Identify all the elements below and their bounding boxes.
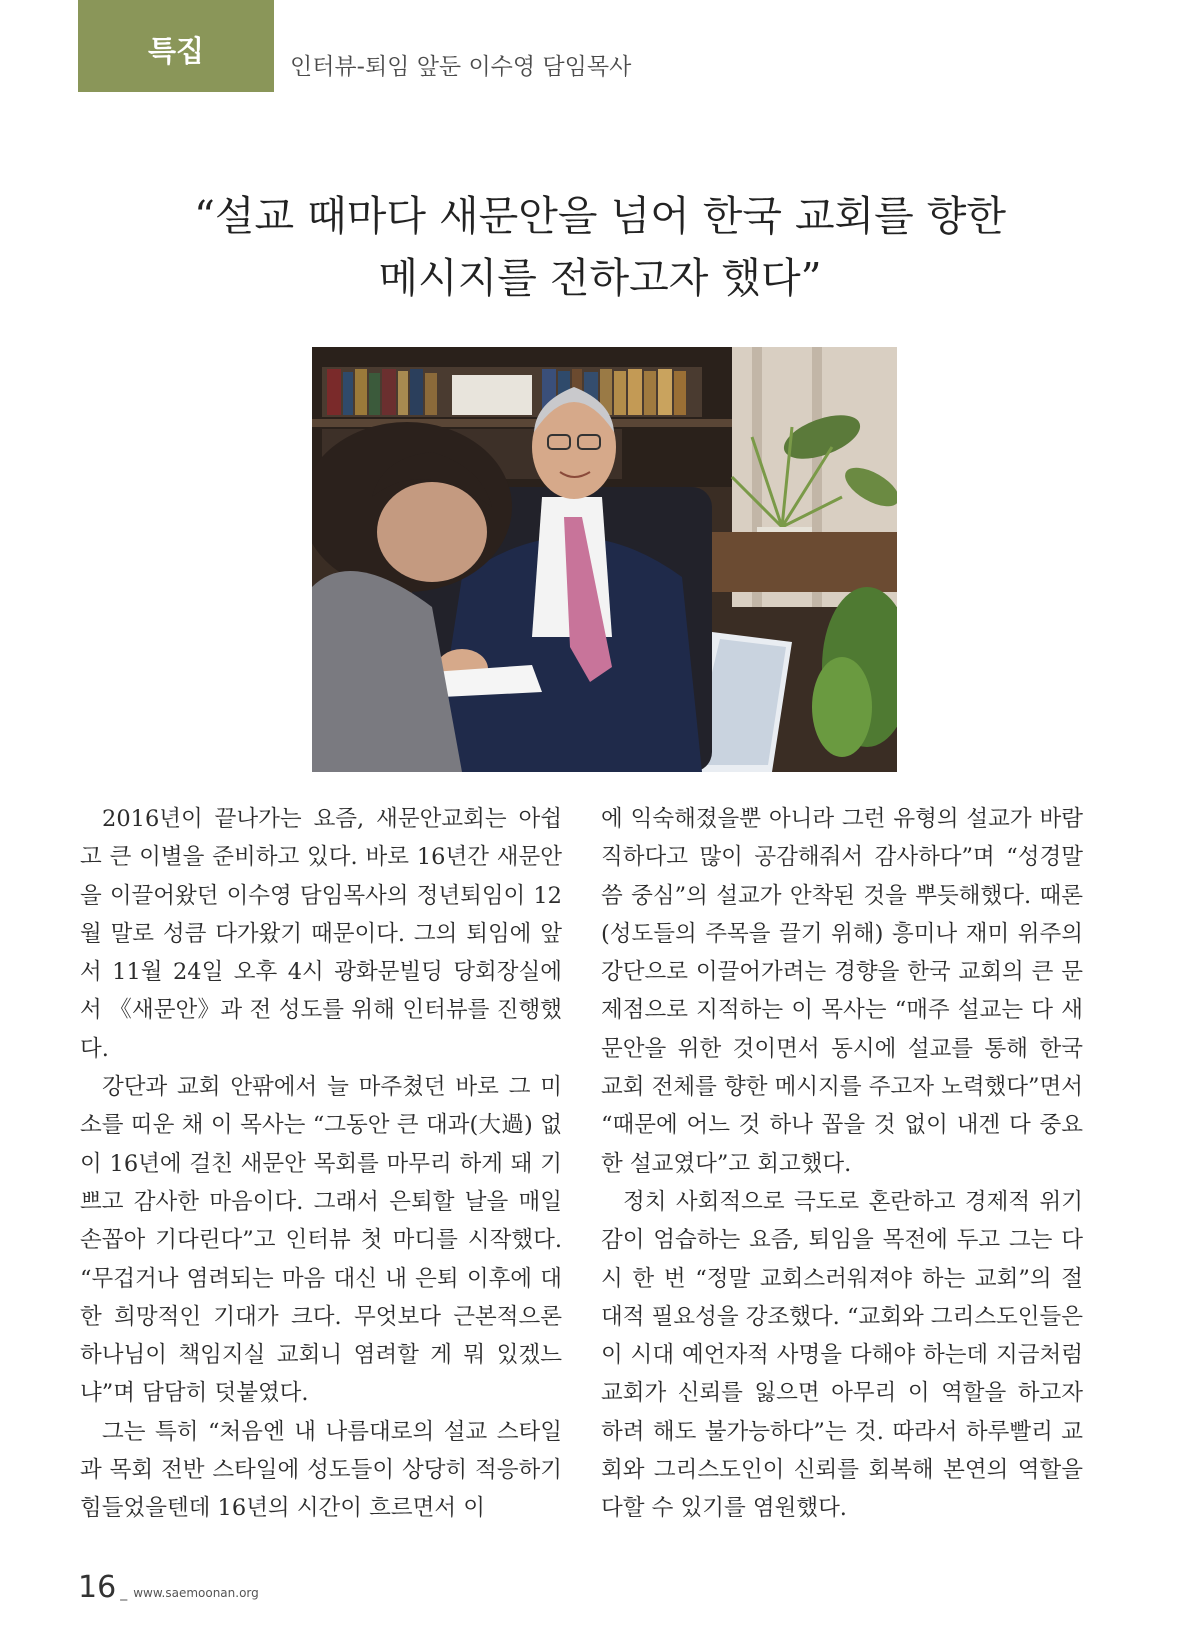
interview-photo [312, 347, 897, 772]
paragraph: 강단과 교회 안팎에서 늘 마주쳤던 바로 그 미소를 띠운 채 이 목사는 “그동안 큰 대과(大過) 없이 16년에 걸친 새문안 목회를 마무리 하게 돼 기쁘고 감사한 마음이다. 그래서 은퇴할 날을 매일 손꼽아 기다린다”고 인터뷰 첫 마디를 시작했다. “무겁거나 염려되는 마음 대신 내 은퇴 이후에 대한 희망적인 기대가 크다. 무엇보다 근본적으론 하나님이 책임지실 교회니 염려할 게 뭐 있겠느냐”며 담담히 덧붙였다. [80, 1074, 562, 1407]
headline-line-1: “설교 때마다 새문안을 넘어 한국 교회를 향한 [193, 192, 1007, 240]
footer-url: www.saemoonan.org [133, 1586, 259, 1600]
article-column-right [601, 800, 1083, 1528]
paragraph: 정치 사회적으로 극도로 혼란하고 경제적 위기감이 엄습하는 요즘, 퇴임을 목전에 두고 그는 다시 한 번 “정말 교회스러워져야 하는 교회”의 절대적 필요성을 강조했다. “교회와 그리스도인들은 이 시대 예언자적 사명을 다해야 하는데 지금처럼 교회가 신뢰를 잃으면 아무리 이 역할을 하고자 하려 해도 불가능하다”는 것. 따라서 하루빨리 교회와 그리스도인이 신뢰를 회복해 본연의 역할을 다할 수 있기를 염원했다. [601, 1188, 1083, 1522]
page-number: 16 [78, 1570, 117, 1605]
section-subtitle: 인터뷰-퇴임 앞둔 이수영 담임목사 [290, 54, 632, 80]
headline-line-2: 메시지를 전하고자 했다” [378, 254, 822, 302]
footer-separator: _ [120, 1585, 128, 1601]
section-label: 특집 [78, 0, 274, 92]
page-footer [78, 1570, 259, 1605]
paragraph: 그는 특히 “처음엔 내 나름대로의 설교 스타일과 목회 전반 스타일에 성도들이 상당히 적응하기 힘들었을텐데 16년의 시간이 흐르면서 이 [80, 1418, 562, 1522]
paragraph: 2016년이 끝나가는 요즘, 새문안교회는 아쉽고 큰 이별을 준비하고 있다. 바로 16년간 새문안을 이끌어왔던 이수영 담임목사의 정년퇴임이 12월 말로 성큼 다가왔기 때문이다. 그의 퇴임에 앞서 11월 24일 오후 4시 광화문빌딩 당회장실에서 《새문안》과 전 성도를 위해 인터뷰를 진행했다. [80, 806, 562, 1062]
paragraph: 에 익숙해졌을뿐 아니라 그런 유형의 설교가 바람직하다고 많이 공감해줘서 감사하다”며 “성경말씀 중심”의 설교가 안착된 것을 뿌듯해했다. 때론 (성도들의 주목을 끌기 위해) 흥미나 재미 위주의 강단으로 이끌어가려는 경향을 한국 교회의 큰 문제점으로 지적하는 이 목사는 “매주 설교는 다 새문안을 위한 것이면서 동시에 설교를 통해 한국 교회 전체를 향한 메시지를 주고자 노력했다”면서 “때문에 어느 것 하나 꼽을 것 없이 내겐 다 중요한 설교였다”고 회고했다. [601, 806, 1083, 1177]
article-column-left [80, 800, 562, 1528]
article-headline [0, 185, 1200, 309]
interview-photo-illustration [312, 347, 897, 772]
